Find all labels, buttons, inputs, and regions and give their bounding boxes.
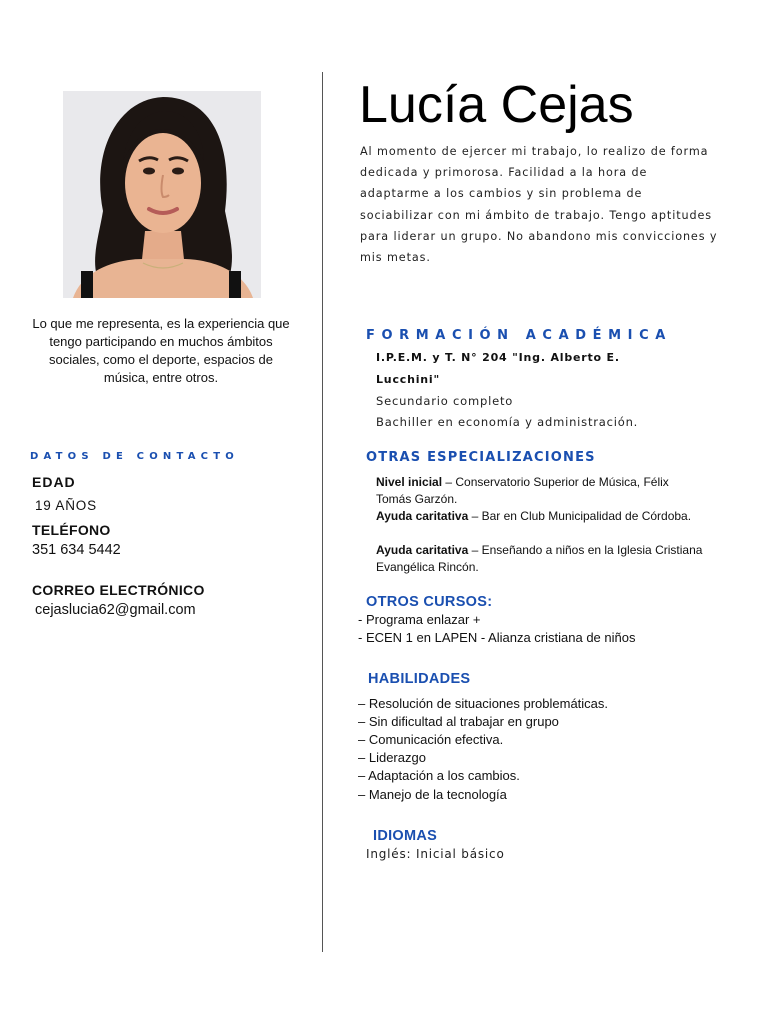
list-item: – Manejo de la tecnología	[358, 787, 507, 802]
email-value: cejaslucia62@gmail.com	[35, 602, 196, 618]
list-item: – Sin dificultad al trabajar en grupo	[358, 714, 559, 729]
profile-photo	[63, 91, 261, 298]
bio-text: Al momento de ejercer mi trabajo, lo realizo de forma dedicada y primorosa. Facilidad a la hora de adaptarme a los cambios y sin problema de sociabilizar con mi ámbito de trabajo. Tengo aptitudes para liderar un grupo. No abandono mis convicciones y mis metas.	[360, 145, 718, 265]
intro-text: Lo que me representa, es la experiencia que tengo participando en muchos ámbitos sociales, como el deporte, espacios de música, entre otros.	[32, 316, 290, 385]
list-item: - ECEN 1 en LAPEN - Alianza cristiana de niños	[358, 630, 636, 645]
especializacion-name: Ayuda caritativa	[376, 509, 469, 523]
formacion-title: FORMACIÓN ACADÉMICA	[366, 328, 672, 343]
especializacion-name: Nivel inicial	[376, 475, 443, 489]
formacion-level: Secundario completo	[376, 394, 514, 408]
phone-value: 351 634 5442	[32, 542, 121, 558]
especializaciones-title: OTRAS ESPECIALIZACIONES	[366, 450, 596, 465]
list-item	[376, 542, 706, 576]
list-item	[376, 474, 706, 508]
especializacion-detail: – Conservatorio Superior de Música, Félix Tomás Garzón.	[376, 475, 669, 506]
page-title: Lucía Cejas	[359, 76, 634, 134]
idiomas-title: IDIOMAS	[373, 828, 438, 844]
habilidades-title: HABILIDADES	[368, 671, 471, 687]
especializacion-name: Ayuda caritativa	[376, 543, 469, 557]
list-item	[376, 508, 706, 525]
list-item: – Resolución de situaciones problemáticas.	[358, 696, 609, 711]
email-label: CORREO ELECTRÓNICO	[32, 582, 205, 598]
cursos-title: OTROS CURSOS:	[366, 594, 493, 610]
especializacion-detail: – Bar en Club Municipalidad de Córdoba.	[468, 509, 692, 523]
phone-label: TELÉFONO	[32, 522, 111, 538]
especializacion-detail: – Enseñando a niños en la Iglesia Cristiana Evangélica Rincón.	[376, 543, 703, 574]
contact-heading: DATOS DE CONTACTO	[30, 451, 239, 462]
list-item: – Liderazgo	[358, 750, 426, 765]
formacion-school: I.P.E.M. y T. N° 204 "Ing. Alberto E. Lucchini"	[376, 351, 620, 386]
list-item: – Adaptación a los cambios.	[358, 768, 520, 783]
formacion-degree: Bachiller en economía y administración.	[376, 415, 639, 429]
age-label: EDAD	[32, 474, 76, 490]
list-item: - Programa enlazar +	[358, 612, 481, 627]
portrait-image	[63, 91, 261, 298]
list-item: Inglés: Inicial básico	[366, 847, 505, 861]
column-divider	[322, 72, 323, 952]
age-value: 19 AÑOS	[35, 498, 97, 513]
list-item: – Comunicación efectiva.	[358, 732, 504, 747]
